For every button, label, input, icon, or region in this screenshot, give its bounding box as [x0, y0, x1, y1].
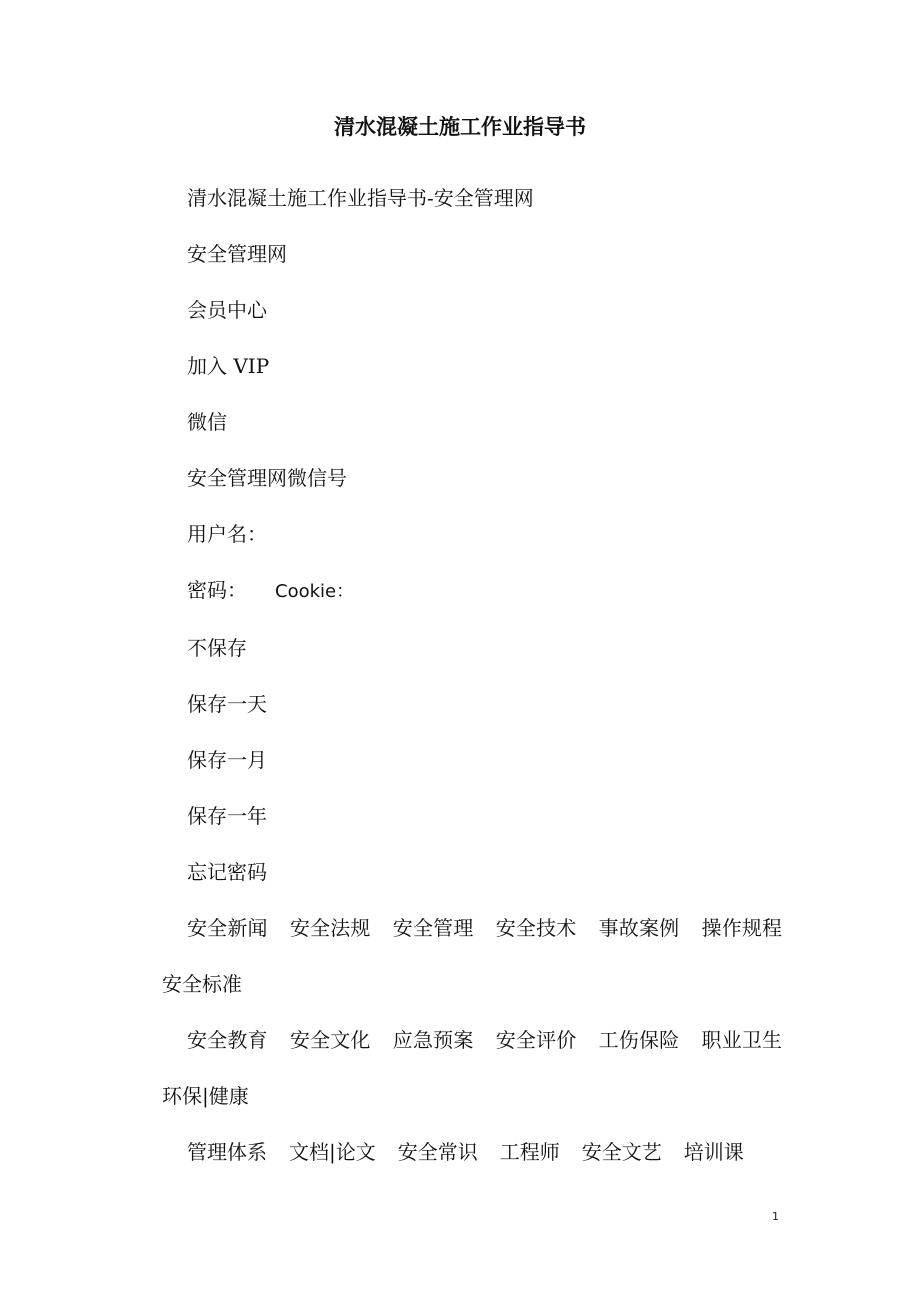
nav-item: 安全评价: [495, 1028, 577, 1052]
cookie-option: 保存一月: [187, 748, 267, 772]
nav-item: 工程师: [499, 1140, 560, 1164]
text-line: 会员中心: [187, 298, 267, 322]
nav-item: 安全教育: [187, 1028, 268, 1052]
nav-item: 操作规程: [701, 916, 783, 940]
document-body: [140, 170, 782, 1180]
vip-text: 加入 VIP: [187, 354, 270, 378]
password-label: 密码：: [187, 578, 247, 602]
nav-item: 文档|论文: [289, 1140, 376, 1164]
cookie-option: 不保存: [187, 636, 247, 660]
nav-item: 职业卫生: [701, 1028, 783, 1052]
nav-item: 应急预案: [392, 1028, 474, 1052]
nav-item: 安全法规: [289, 916, 371, 940]
cookie-label: Cookie：: [275, 581, 355, 602]
cookie-option: 保存一天: [187, 692, 267, 716]
nav-item: 安全标准: [162, 972, 242, 996]
text-line: 安全管理网微信号: [187, 466, 347, 490]
text-line: [140, 338, 782, 394]
cookie-option: 保存一年: [187, 804, 267, 828]
text-line: 微信: [187, 410, 227, 434]
nav-item: 事故案例: [598, 916, 680, 940]
text-line: 用户名：: [187, 522, 267, 546]
password-cookie-line: [140, 562, 782, 620]
nav-item: 安全管理: [392, 916, 474, 940]
text-line: 安全管理网: [187, 242, 287, 266]
nav-item: 管理体系: [187, 1140, 267, 1164]
nav-item: 安全常识: [397, 1140, 478, 1164]
document-title: 清水混凝土施工作业指导书: [334, 114, 586, 139]
page-number: 1: [772, 1210, 779, 1223]
nav-item: 安全技术: [495, 916, 577, 940]
nav-item: 培训课: [683, 1140, 744, 1164]
forgot-password-text: 忘记密码: [187, 860, 267, 884]
nav-paragraph-1: [140, 900, 782, 1012]
nav-item: 环保|健康: [162, 1084, 249, 1108]
nav-item: 安全新闻: [187, 916, 268, 940]
text-line: 清水混凝土施工作业指导书-安全管理网: [187, 186, 534, 210]
nav-paragraph-3: [140, 1124, 782, 1180]
nav-item: 安全文化: [289, 1028, 371, 1052]
nav-item: 工伤保险: [598, 1028, 680, 1052]
nav-paragraph-2: [140, 1012, 782, 1124]
nav-item: 安全文艺: [581, 1140, 662, 1164]
